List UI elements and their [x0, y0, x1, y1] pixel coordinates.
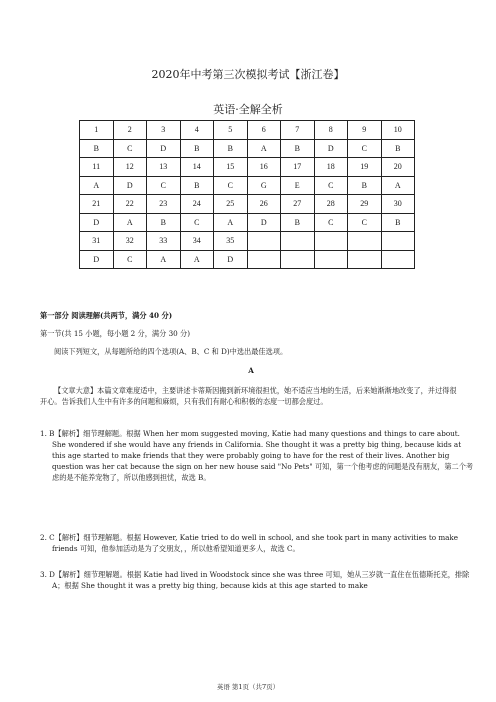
answer-cell [314, 250, 348, 269]
answer-cell: C [180, 213, 214, 232]
question-number-cell: 3 [147, 121, 181, 140]
explanation-item-3: 3. D【解析】细节理解题。根据 Katie had lived in Woodstock since she was three 可知，她从三岁就一直住在伍德斯托克，排除 A；根据 She thought it was a pretty big thing, because kids at this age started to make [40, 570, 470, 590]
answer-cell: C [348, 139, 382, 158]
question-number-cell: 17 [281, 158, 315, 177]
question-number-cell: 30 [381, 195, 415, 214]
answer-cell: A [180, 250, 214, 269]
answer-cell: G [247, 176, 281, 195]
answer-cell: B [281, 213, 315, 232]
question-number-cell: 1 [80, 121, 114, 140]
question-number-cell: 24 [180, 195, 214, 214]
answer-cell: B [281, 139, 315, 158]
question-number-cell: 35 [214, 232, 248, 251]
question-number-cell: 33 [147, 232, 181, 251]
answer-cell: B [180, 139, 214, 158]
question-number-cell: 7 [281, 121, 315, 140]
answer-row [80, 250, 415, 269]
answer-cell: C [348, 213, 382, 232]
answer-row [80, 213, 415, 232]
question-number-cell: 31 [80, 232, 114, 251]
document-subtitle: 英语·全解全析 [213, 103, 283, 116]
answer-cell: C [314, 176, 348, 195]
passage-label: A [248, 366, 254, 375]
document-title: 2020年中考第三次模拟考试【浙江卷】 [151, 68, 345, 81]
page-footer: 英语 第1页（共7页） [216, 683, 280, 691]
question-number-cell: 13 [147, 158, 181, 177]
question-number-cell: 34 [180, 232, 214, 251]
answer-cell: C [314, 213, 348, 232]
answer-cell: B [381, 139, 415, 158]
question-number-cell: 14 [180, 158, 214, 177]
answer-cell: B [348, 176, 382, 195]
answer-cell: A [214, 213, 248, 232]
section-heading: 第一节(共 15 小题，每小题 2 分，满分 30 分) [40, 329, 190, 338]
answer-cell: C [147, 176, 181, 195]
answer-cell: A [147, 250, 181, 269]
answer-cell: B [147, 213, 181, 232]
answer-cell: E [281, 176, 315, 195]
explanation-item-2: 2. C【解析】细节理解题。根据 However, Katie tried to do well in school, and she took part in many activities to make friends 可知，他参加活动是为了交朋友，，所以他希望知道更多人，故选 C。 [40, 533, 459, 553]
answer-cell: A [247, 139, 281, 158]
question-number-cell: 8 [314, 121, 348, 140]
question-number-cell: 29 [348, 195, 382, 214]
question-number-cell: 26 [247, 195, 281, 214]
answer-cell: A [381, 176, 415, 195]
answer-cell: C [113, 250, 147, 269]
question-number-cell: 2 [113, 121, 147, 140]
question-number-cell: 23 [147, 195, 181, 214]
part-heading: 第一部分 阅读理解(共两节，满分 40 分) [40, 311, 173, 320]
answer-cell [348, 250, 382, 269]
question-number-cell: 5 [214, 121, 248, 140]
question-number-cell: 18 [314, 158, 348, 177]
answer-cell: D [147, 139, 181, 158]
question-number-cell [247, 232, 281, 251]
question-number-cell: 25 [214, 195, 248, 214]
question-number-row [80, 158, 415, 177]
answer-cell: D [80, 250, 114, 269]
question-number-row [80, 195, 415, 214]
question-number-row [80, 232, 415, 251]
answer-row [80, 139, 415, 158]
question-number-cell: 20 [381, 158, 415, 177]
answer-cell: C [214, 176, 248, 195]
question-number-cell [281, 232, 315, 251]
answer-cell: C [113, 139, 147, 158]
passage-summary: 【文章大意】本篇文章难度适中，主要讲述卡蒂斯因搬到新环境很担忧，她不适应当地的生活，后来她渐渐地改变了，并过得很开心。告诉我们人生中有许多的问题和麻烦，只有我们有耐心和积极的态度一切都会度过。 [40, 386, 457, 406]
question-number-cell: 9 [348, 121, 382, 140]
answer-cell: B [214, 139, 248, 158]
question-number-cell: 27 [281, 195, 315, 214]
answer-cell: D [214, 250, 248, 269]
answer-cell: B [80, 139, 114, 158]
question-number-cell: 11 [80, 158, 114, 177]
answer-cell: D [314, 139, 348, 158]
answer-cell: D [113, 176, 147, 195]
question-number-cell [348, 232, 382, 251]
question-number-cell: 4 [180, 121, 214, 140]
question-number-row [80, 121, 415, 140]
answer-cell: B [180, 176, 214, 195]
question-number-cell: 16 [247, 158, 281, 177]
answer-cell: D [80, 213, 114, 232]
answer-cell [281, 250, 315, 269]
question-number-cell: 32 [113, 232, 147, 251]
instruction-text: 阅读下列短文，从每题所给的四个选项(A、B、C 和 D)中选出最佳选项。 [54, 347, 288, 356]
question-number-cell: 6 [247, 121, 281, 140]
answer-table [79, 120, 415, 269]
answer-table-body [80, 121, 415, 269]
question-number-cell: 28 [314, 195, 348, 214]
answer-cell: D [247, 213, 281, 232]
question-number-cell [314, 232, 348, 251]
explanation-item-1: 1. B【解析】细节理解题。根据 When her mom suggested moving, Katie had many questions and things to care about. She wondered if she would have any friends in California. She thought it was a pretty big thing, because kids at this age started to make friends that they were probably going to have for the rest of their lives. Another big question was her cat because the sign on her new house said "No Pets" 可知，第一个他考虑的问题是没有朋友，第二个考虑的是不能养宠物了，所以他感到担忧，故选 B。 [40, 429, 474, 482]
question-number-cell: 15 [214, 158, 248, 177]
answer-row [80, 176, 415, 195]
question-number-cell [381, 232, 415, 251]
answer-cell: A [113, 213, 147, 232]
answer-cell [381, 250, 415, 269]
answer-cell [247, 250, 281, 269]
question-number-cell: 21 [80, 195, 114, 214]
question-number-cell: 22 [113, 195, 147, 214]
question-number-cell: 10 [381, 121, 415, 140]
answer-cell: B [381, 213, 415, 232]
question-number-cell: 12 [113, 158, 147, 177]
question-number-cell: 19 [348, 158, 382, 177]
answer-cell: A [80, 176, 114, 195]
